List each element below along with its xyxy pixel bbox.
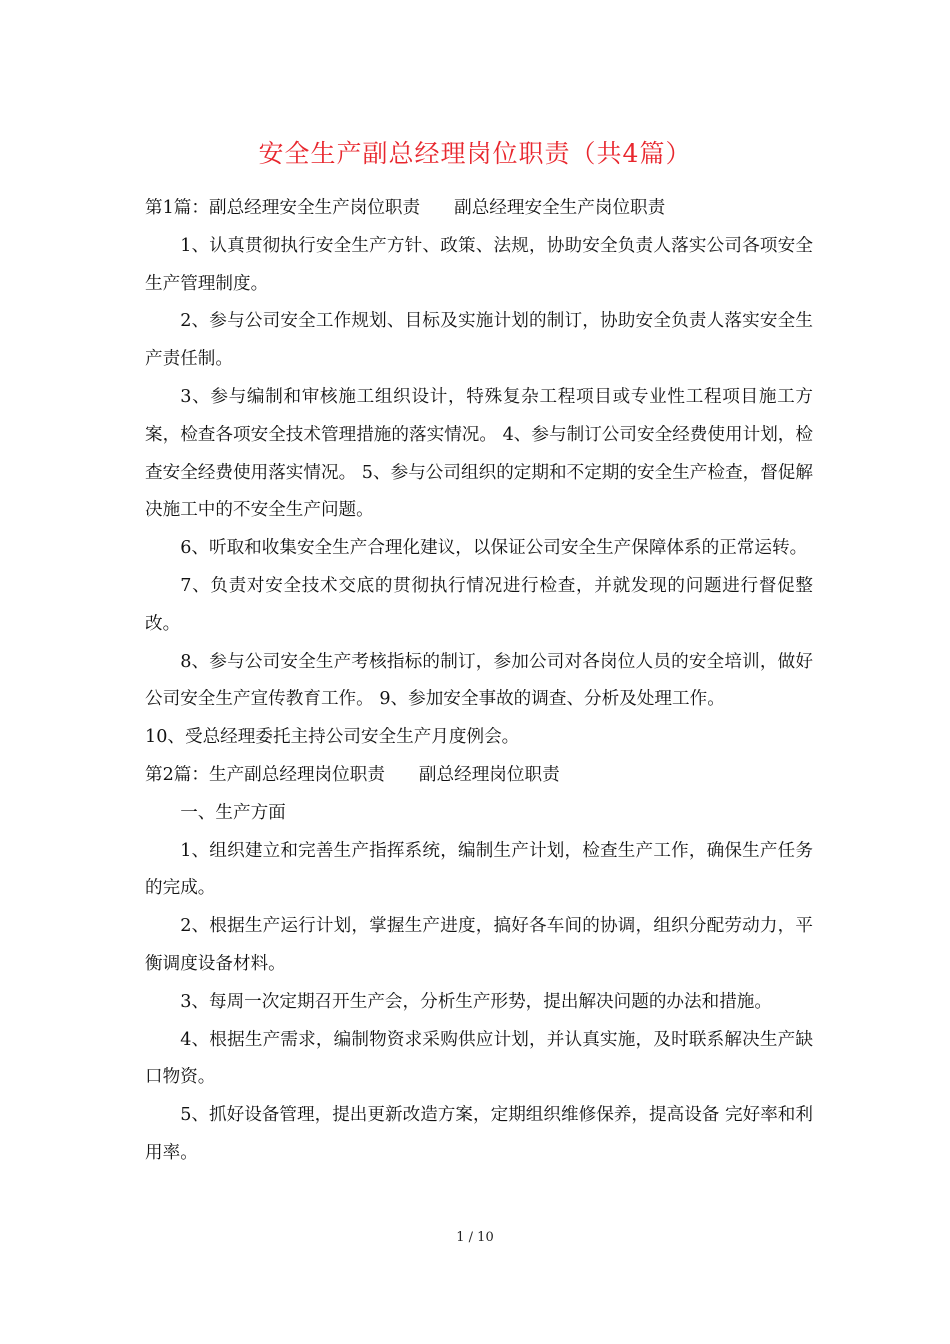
section-2-item-5: 5、抓好设备管理，提出更新改造方案，定期组织维修保养，提高设备 完好率和利用率。 [145, 1105, 813, 1163]
section-2-heading-a: 第2篇：生产副总经理岗位职责 [145, 764, 385, 785]
document-body [145, 190, 813, 1173]
section-1-item-7: 7、负责对安全技术交底的贯彻执行情况进行检查，并就发现的问题进行督促整改。 [145, 575, 813, 634]
section-2-subheading: 一、生产方面 [180, 802, 286, 823]
section-1-heading-a: 第1篇：副总经理安全生产岗位职责 [145, 198, 421, 218]
section-1-item-8: 8、参与公司安全生产考核指标的制订，参加公司对各岗位人员的安全培训，做好公司安全生产宣传教育工作。 9、参加安全事故的调查、分析及处理工作。 [145, 651, 813, 710]
section-1-item-1: 1、认真贯彻执行安全生产方针、政策、法规，协助安全负责人落实公司各项安全生产管理制度。 [145, 235, 813, 294]
section-1-item-2: 2、参与公司安全工作规划、目标及实施计划的制订，协助安全负责人落实安全生产责任制。 [145, 311, 813, 370]
section-2-item-1: 1、组织建立和完善生产指挥系统，编制生产计划，检查生产工作，确保生产任务的完成。 [145, 840, 813, 899]
section-1-heading [145, 190, 813, 228]
page-number: 1 / 10 [456, 1230, 494, 1245]
section-1-item-3: 3、参与编制和审核施工组织设计，特殊复杂工程项目或专业性工程项目施工方案，检查各项安全技术管理措施的落实情况。 4、参与制订公司安全经费使用计划，检查安全经费使用落实情况。 5、参与公司组织的定期和不定期的安全生产检查，督促解决施工中的不安全生产问题。 [145, 386, 813, 521]
section-2-heading [145, 757, 813, 795]
document-title: 安全生产副总经理岗位职责（共4篇） [258, 139, 692, 168]
section-2-item-3: 3、每周一次定期召开生产会，分析生产形势，提出解决问题的办法和措施。 [180, 991, 772, 1012]
section-2-item-2: 2、根据生产运行计划，掌握生产进度，搞好各车间的协调，组织分配劳动力，平衡调度设备材料。 [145, 916, 813, 974]
section-2-item-4: 4、根据生产需求，编制物资求采购供应计划，并认真实施，及时联系解决生产缺口物资。 [145, 1029, 813, 1088]
section-1-heading-b: 副总经理安全生产岗位职责 [454, 198, 666, 218]
section-1-item-10: 10、受总经理委托主持公司安全生产月度例会。 [145, 727, 520, 748]
section-2-heading-b: 副总经理岗位职责 [418, 764, 560, 785]
section-1-item-6: 6、听取和收集安全生产合理化建议，以保证公司安全生产保障体系的正常运转。 [180, 538, 808, 559]
